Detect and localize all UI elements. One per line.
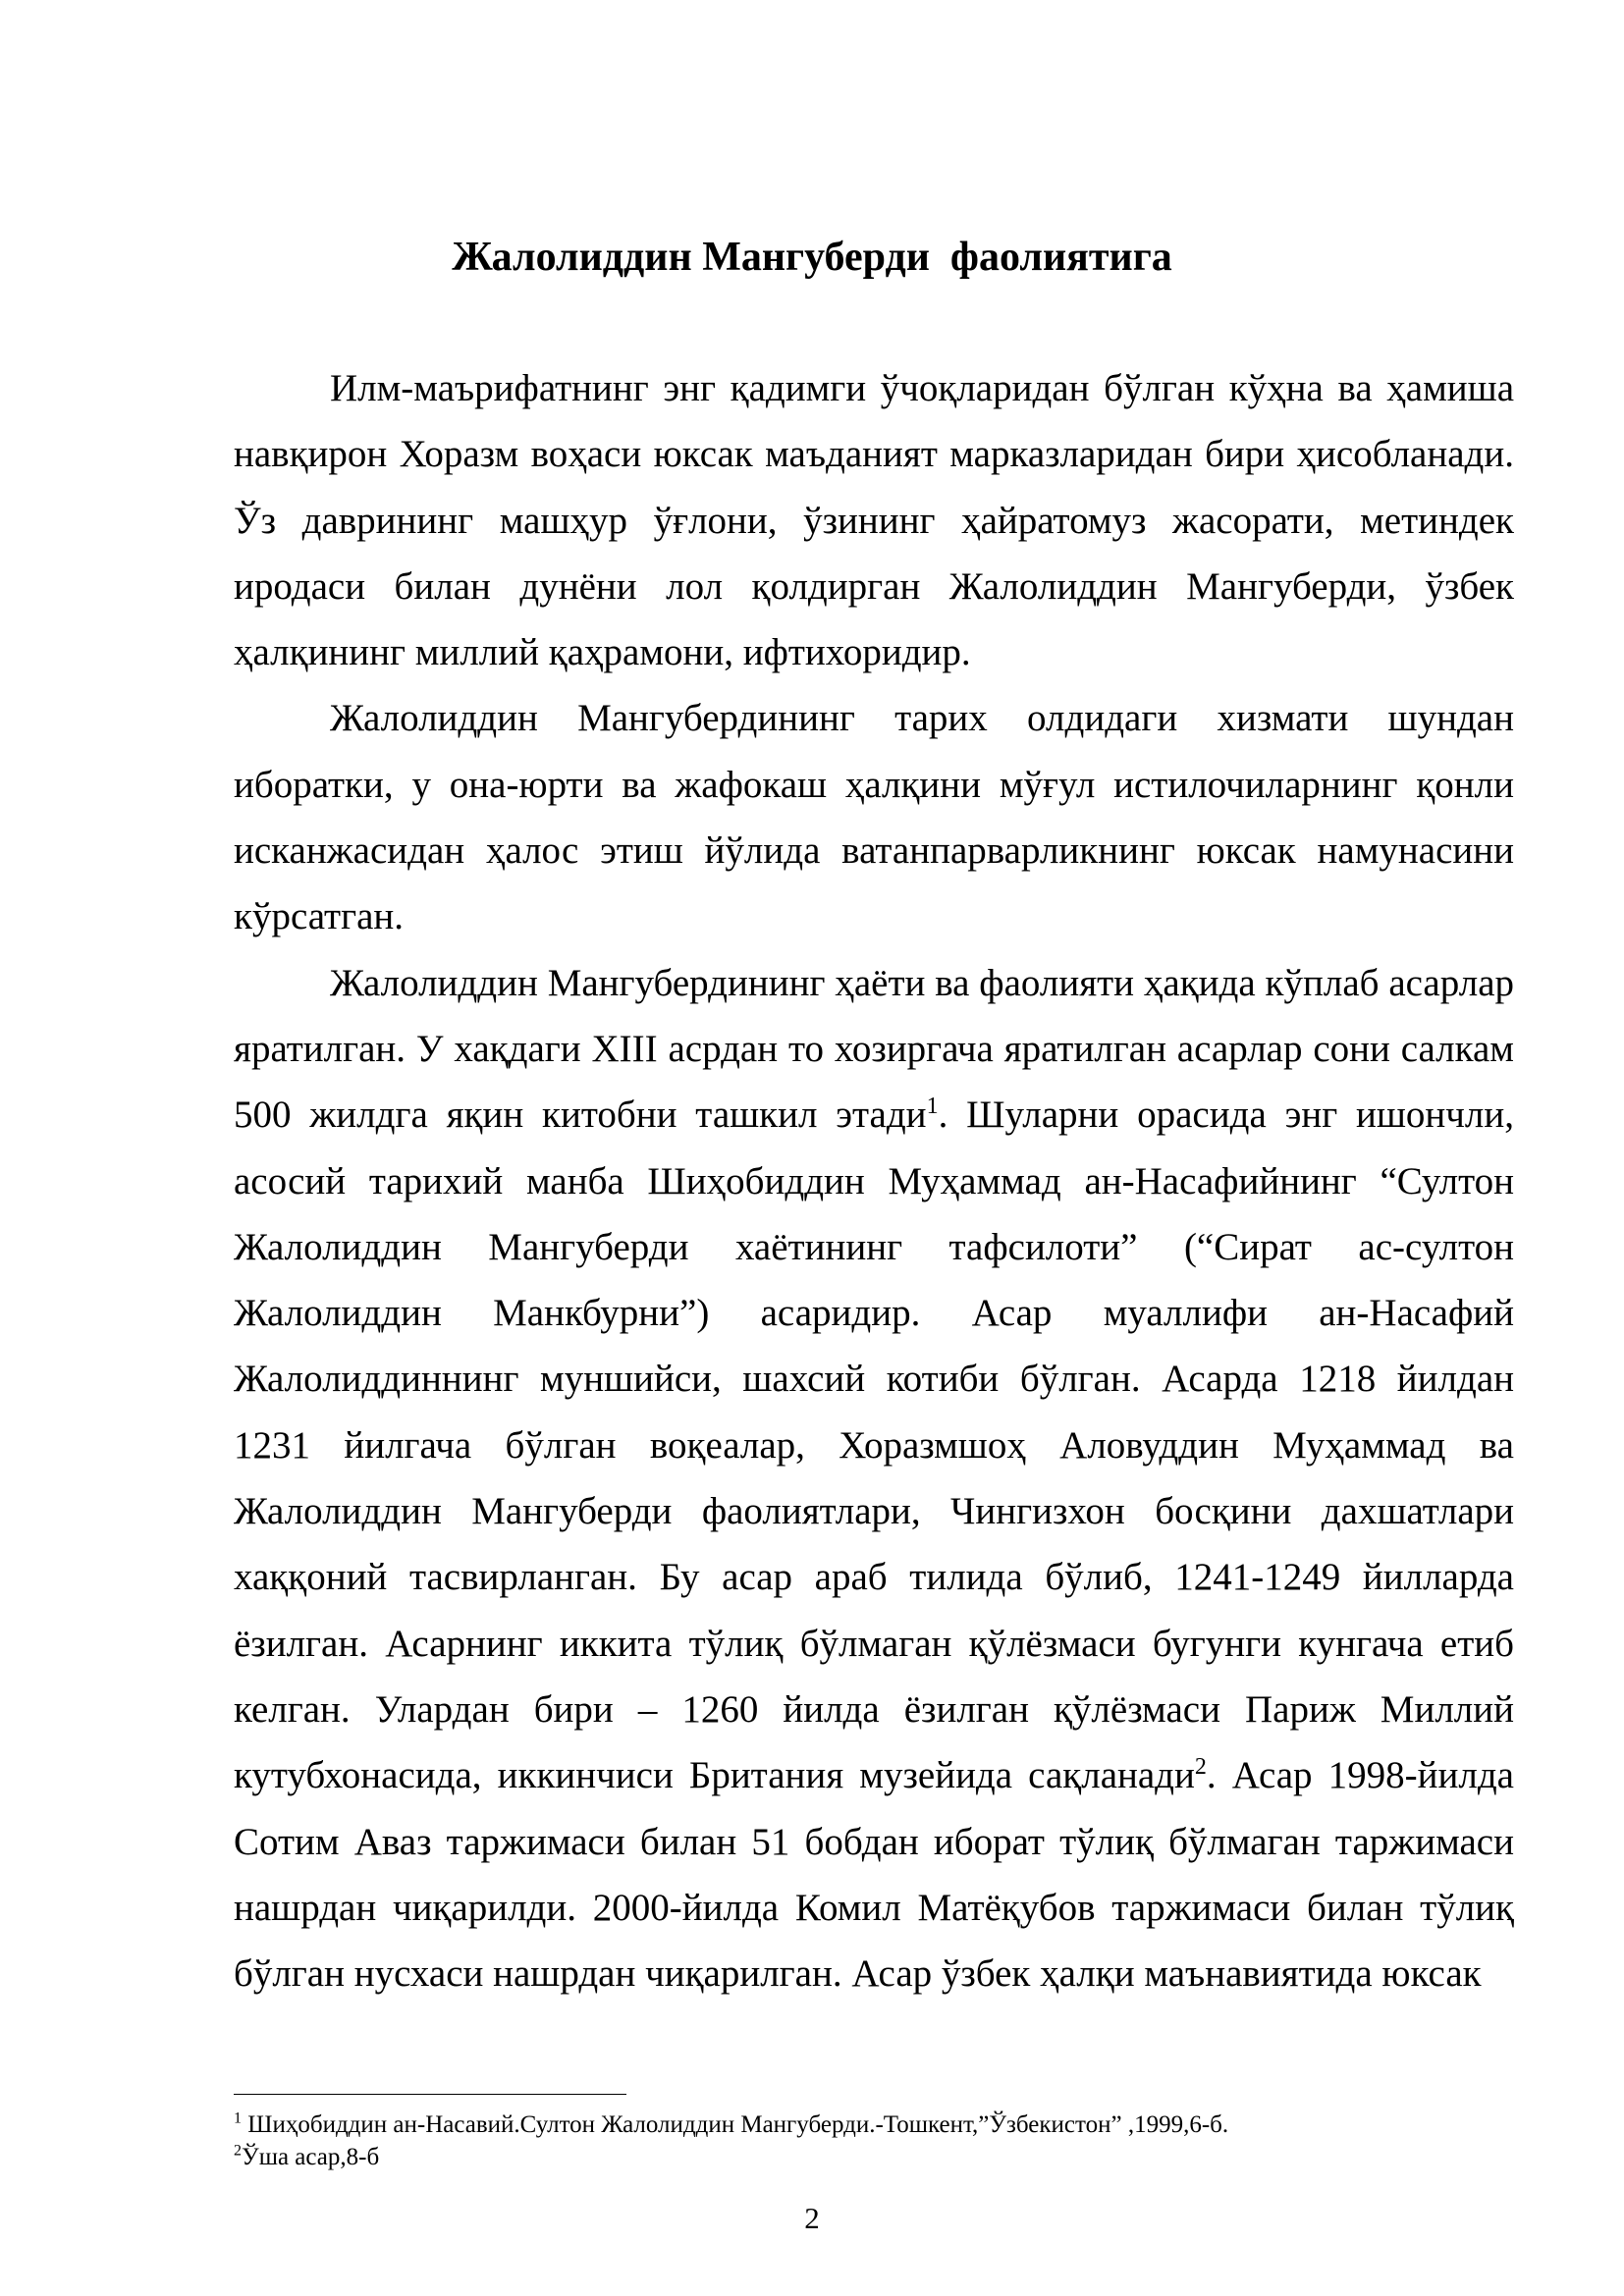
paragraph-1: Илм-маърифатнинг энг қадимги ўчоқларидан бўлган кўҳна ва ҳамиша навқирон Хоразм воҳаси юксак маъданият марказларидан бири ҳисобланади. Ўз даврининг машҳур ўғлони, ўзининг ҳайратомуз жасорати, метиндек иродаси билан дунёни лол қолдирган Жалолиддин Мангуберди, ўзбек ҳалқининг миллий қаҳрамони, ифтихоридир. (234, 367, 1514, 674)
footnote-mark-1: 1 (234, 2109, 242, 2127)
body-text (234, 355, 1514, 2006)
footnote-separator (234, 2094, 626, 2095)
footnote-ref-1[interactable]: 1 (926, 1094, 939, 1120)
page-number: 2 (804, 2201, 820, 2235)
footnote-text-2: Ўша асар,8-б (242, 2144, 380, 2170)
paragraph-3-part-2: . Шуларни орасида энг ишончли, асосий тарихий манба Шиҳобиддин Муҳаммад ан-Насафийнинг “Султон Жалолиддин Мангуберди хаётининг тафсилоти” (“Сират ас-султон Жалолиддин Манкбурни”) асаридир. Асар муаллифи ан-Насафий Жалолиддиннинг муншийси, шахсий котиби бўлган. Асарда 1218 йилдан 1231 йилгача бўлган воқеалар, Хоразмшоҳ Аловуддин Муҳаммад ва Жалолиддин Мангуберди фаолиятлари, Чингизхон босқини дахшатлари хаққоний тасвирланган. Бу асар араб тилида бўлиб, 1241-1249 йилларда ёзилган. Асарнинг иккита тўлиқ бўлмаган қўлёзмаси бугунги кунгача етиб келган. Улардан бири – 1260 йилда ёзилган қўлёзмаси Париж Миллий кутубхонасида, иккинчиси Британия музейида сақланади (234, 1094, 1514, 1797)
footnotes (234, 2109, 1514, 2173)
paragraph-3 (234, 950, 1514, 2007)
footnote-mark-2: 2 (234, 2142, 242, 2160)
footnote-text-1: Шиҳобиддин ан-Насавий.Султон Жалолиддин Мангуберди.-Тошкент,”Ўзбекистон” ,1999,6-б. (242, 2111, 1229, 2138)
paragraph-2: Жалолиддин Мангубердининг тарих олдидаги хизмати шундан иборатки, у она-юрти ва жафокаш ҳалқини мўғул истилочиларнинг қонли исканжасидан ҳалос этиш йўлида ватанпарварликнинг юксак намунасини кўрсатган. (234, 697, 1514, 938)
footnote-ref-2[interactable]: 2 (1194, 1754, 1207, 1781)
page-title: Жалолиддин Мангуберди фаолиятига (452, 235, 1172, 280)
paragraph-3-part-1: Жалолиддин Мангубердининг ҳаёти ва фаолияти ҳақида кўплаб асарлар яратилган. У хақдаги XIII асрдан то хозиргача яратилган асарлар сони салкам 500 жилдга яқин китобни ташкил этади (234, 961, 1514, 1137)
paragraph-3-part-3: . Асар 1998-йилда Сотим Аваз таржимаси билан 51 бобдан иборат тўлиқ бўлмаган таржимаси нашрдан чиқарилди. 2000-йилда Комил Матёқубов таржимаси билан тўлиқ бўлган нусхаси нашрдан чиқарилган. Асар ўзбек ҳалқи маънавиятида юксак (234, 1754, 1514, 1996)
footnote-2 (234, 2141, 1514, 2173)
footnote-1 (234, 2109, 1514, 2141)
